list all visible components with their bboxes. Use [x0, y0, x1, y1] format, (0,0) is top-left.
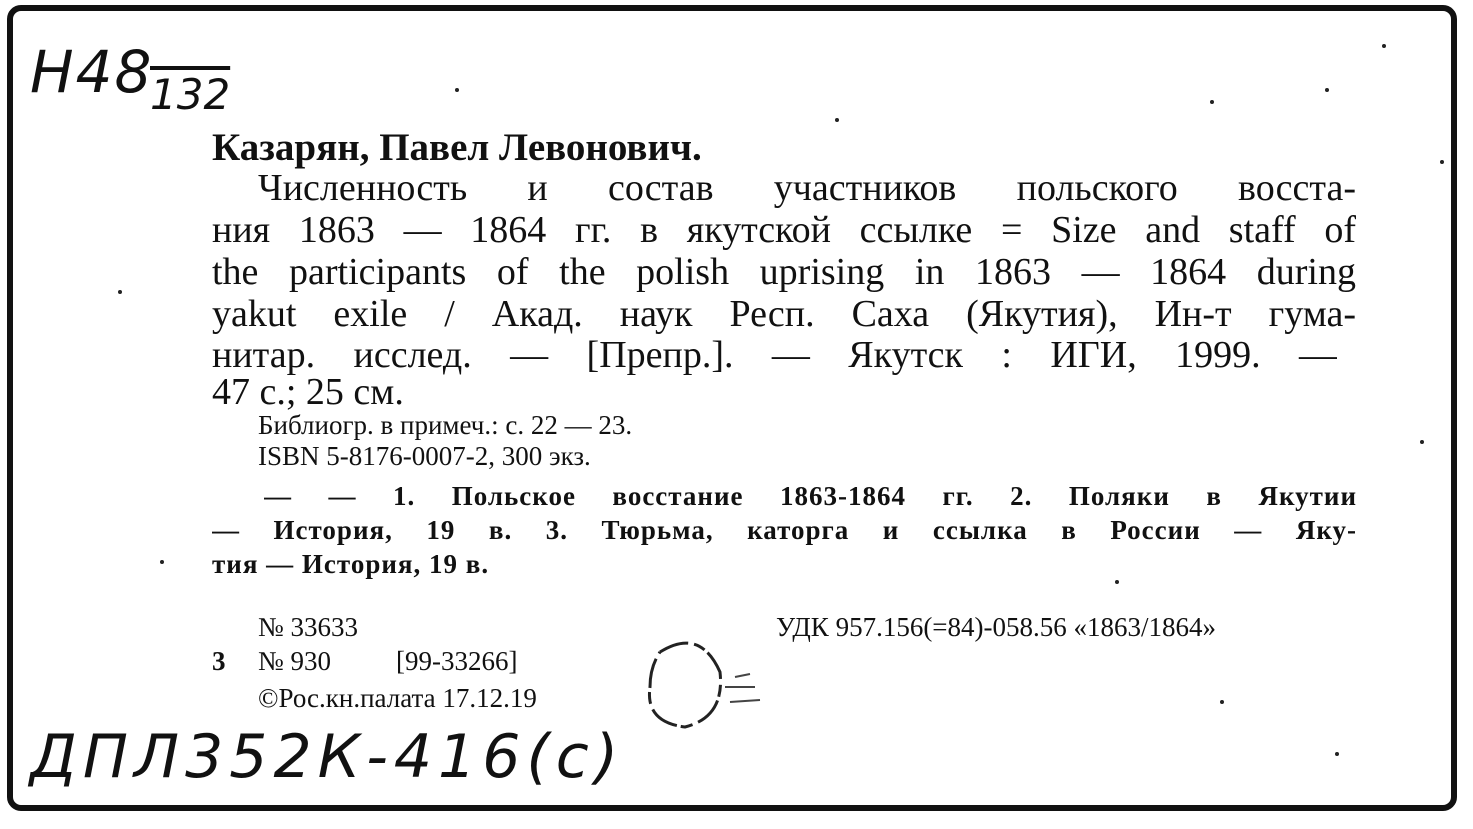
- udk-code: УДК 957.156(=84)-058.56 «1863/1864»: [776, 612, 1217, 642]
- handwritten-code-sub: 132: [150, 70, 231, 119]
- ink-speck: [1420, 440, 1424, 444]
- title-line-3: the participants of the polish uprising in 1863 — 1864 during: [212, 251, 1356, 293]
- title-line-6: 47 с.; 25 см.: [212, 371, 404, 413]
- subject-line-1: — — 1. Польское восстание 1863-1864 гг. 2. Поляки в Якутии: [264, 481, 1357, 511]
- ink-speck: [118, 290, 122, 294]
- stamp-mark: [630, 632, 770, 742]
- ink-speck: [1325, 88, 1329, 92]
- card-number: № 930: [258, 646, 332, 676]
- ink-speck: [1382, 44, 1386, 48]
- handwritten-code-main: Н48: [30, 38, 154, 106]
- ink-speck: [1440, 160, 1444, 164]
- subject-line-3: тия — История, 19 в.: [212, 549, 490, 579]
- ink-speck: [1220, 700, 1224, 704]
- ink-speck: [835, 118, 839, 122]
- record-number: № 33633: [258, 612, 359, 642]
- card-prefix: 3: [212, 646, 226, 676]
- ink-speck: [1335, 752, 1339, 756]
- handwritten-code-bottom: ДПЛ352К-416(с): [30, 722, 625, 792]
- isbn-note: ISBN 5-8176-0007-2, 300 экз.: [258, 441, 591, 471]
- ink-speck: [455, 88, 459, 92]
- title-line-1: Численность и состав участников польского восста-: [258, 167, 1356, 209]
- author-heading: Казарян, Павел Левонович.: [212, 126, 702, 169]
- ink-speck: [1115, 580, 1119, 584]
- ink-speck: [160, 560, 164, 564]
- bibliography-note: Библиогр. в примеч.: с. 22 — 23.: [258, 410, 633, 440]
- handwritten-code-top: [30, 38, 153, 106]
- title-line-2: ния 1863 — 1864 гг. в якутской ссылке = Size and staff of: [212, 209, 1356, 251]
- copyright-line: ©Рос.кн.палата 17.12.19: [258, 683, 537, 713]
- card-code: [99-33266]: [396, 646, 518, 676]
- title-line-5: нитар. исслед. — [Препр.]. — Якутск : ИГИ, 1999. —: [212, 334, 1337, 376]
- title-line-4: yakut exile / Акад. наук Респ. Саха (Якутия), Ин-т гума-: [212, 293, 1356, 335]
- ink-speck: [1210, 100, 1214, 104]
- subject-line-2: — История, 19 в. 3. Тюрьма, каторга и ссылка в России — Яку-: [212, 515, 1357, 545]
